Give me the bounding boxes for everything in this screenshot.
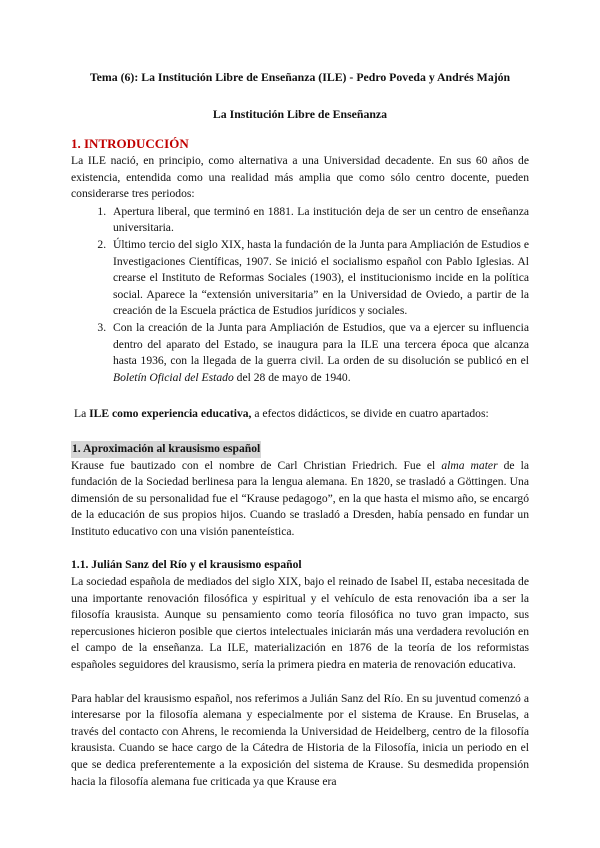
boletin-italic: Boletín Oficial del Estado [113,370,234,384]
krausismo-paragraph [71,458,529,541]
periods-list [71,204,529,387]
experience-line-start: La [74,407,90,421]
period-item: 2. Último tercio del siglo XIX, hasta la fundación de la Junta para Ampliación de Estudios e Investigaciones Científicas, 1907. Se inició el socialismo español con Pablo Iglesias. Al crearse el Instituto de Reformas Sociales (1903), el institucionismo incide en la política social. Aparece la “extensión universitaria” en la Universidad de Oviedo, a partir de la creación de la Escuela práctica de Estudios jurídicos y sociales. [109,237,529,320]
section-heading-introduccion: 1. INTRODUCCIÓN [71,136,189,151]
experience-bold: ILE como experiencia educativa, [89,407,252,421]
alma-mater-italic: alma mater [441,458,498,472]
period-text-end: del 28 de mayo de 1940. [233,370,351,384]
period-text: Con la creación de la Junta para Ampliación de Estudios, que va a ejercer su influencia dentro del aparato del Estado, se inaugura para la ILE una tercera época que alcanza hasta 1936, con la llegada de la guerra civil. La orden de su disolución se publicó en el [113,320,529,368]
section-heading-sanz-del-rio: 1.1. Julián Sanz del Río y el krausismo español [71,558,302,572]
krausismo-text-end: de la fundación de la Sociedad berlinesa para la lengua alemana. En 1820, se trasladó a Göttingen. Una dimensión de su personalidad fue el “Krause pedagogo”, en la que hasta el mismo año, se encargó de la educación de sus propios hijos. Cuando se trasladó a Dresden, había pensado en fundar un Instituto educativo con una visión panenteística. [71,458,529,538]
document-title: Tema (6): La Institución Libre de Enseñanza (ILE) - Pedro Poveda y Andrés Majón [89,70,511,84]
experience-line-end: a efectos didácticos, se divide en cuatro apartados: [251,407,489,421]
section-heading-krausismo: 1. Aproximación al krausismo español [71,441,261,458]
krausismo-text: Krause fue bautizado con el nombre de Carl Christian Friedrich. Fue el [71,458,442,472]
document-subtitle: La Institución Libre de Enseñanza [212,107,388,121]
experience-line [71,406,529,423]
sanz-paragraph-1: La sociedad española de mediados del siglo XIX, bajo el reinado de Isabel II, estaba necesitada de una importante renovación filosófica y espiritual y el vehículo de esta renovación iba a ser la filosofía krausista. Aunque su pensamiento como teoría filosófica no tuvo gran impacto, sus repercusiones hicieron posible que ciertos intelectuales iniciarán más una verdadera revolución en el campo de la enseñanza. La ILE, materialización en 1876 de la teoría de los reformistas españoles seguidores del krausismo, sería la primera piedra en materia de renovación educativa. [71,575,529,672]
intro-paragraph: La ILE nació, en principio, como alternativa a una Universidad decadente. En sus 60 años de existencia, entendida como una realidad más amplia que como sólo centro docente, pueden considerarse tres periodos: [71,154,529,201]
period-item: 1. Apertura liberal, que terminó en 1881. La institución deja de ser un centro de enseñanza universitaria. [109,204,529,237]
document-body [71,136,529,790]
sanz-paragraph-2: Para hablar del krausismo español, nos referimos a Julián Sanz del Río. En su juventud comenzó a interesarse por la filosofía alemana y especialmente por el sistema de Krause. En Bruselas, a través del contacto con Ahrens, le recomienda la Universidad de Heidelberg, centro de la filosofía krausista. Cuando se hace cargo de la Cátedra de Historia de la Filosofía, inicia un periodo en el que se dedica preferentemente a la exposición del sistema de Krause. Su desmedida propensión hacia la filosofía alemana fue criticada ya que Krause era [71,691,529,788]
period-item [109,320,529,386]
